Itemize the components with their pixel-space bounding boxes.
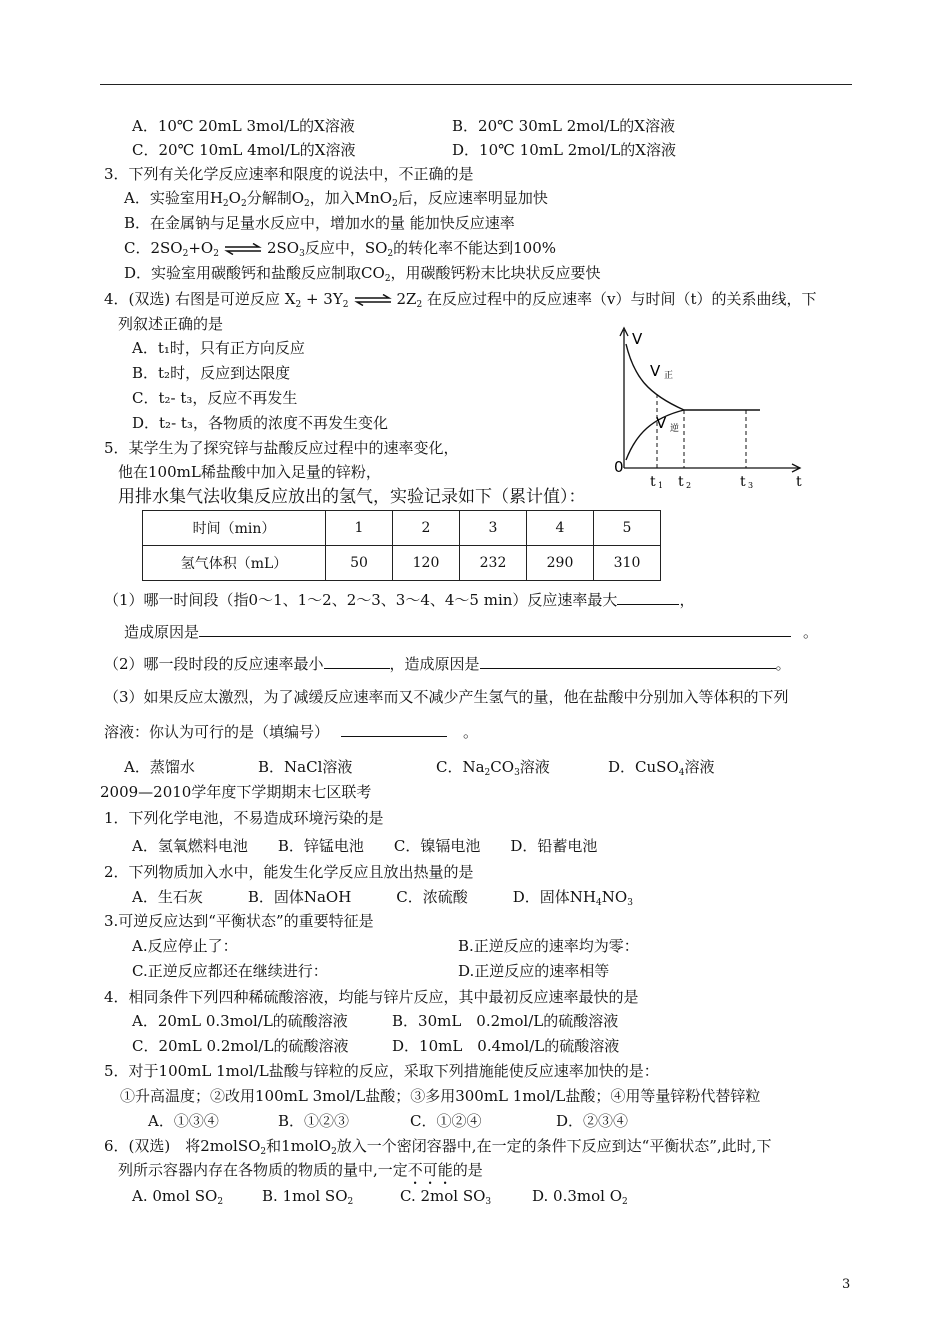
s5-option-a: A．①③④ — [148, 1112, 219, 1130]
t2-label: t — [678, 474, 684, 490]
s5-stem: 5．对于100mL 1mol/L盐酸与锌粒的反应，采取下列措施能使反应速率加快的是： — [104, 1062, 659, 1080]
s3-option-a: A.反应停止了： — [132, 937, 238, 955]
q5-option-b: B．NaCl溶液 — [258, 758, 353, 776]
s6-option-d: D. 0.3mol $O_2$ — [532, 1187, 628, 1207]
q5-sub-1: （1）哪一时间段（指0～1、1～2、2～3、3～4、4～5 min）反应速率最大 ， — [104, 591, 695, 609]
q3-option-d: D．实验室用碳酸钙和盐酸反应制取$CO_2$，用碳酸钙粉末比块状反应要快 — [124, 264, 601, 284]
s6-option-a: A. 0mol $SO_2$ — [132, 1187, 224, 1207]
q4-option-a: A．t₁时，只有正方向反应 — [132, 339, 305, 357]
q5-sub-3: （3）如果反应太激烈，为了减缓反应速率而又不减少产生氢气的量，他在盐酸中分别加入等体积的下列 — [104, 688, 789, 706]
v-reverse-curve — [626, 410, 684, 460]
s4-option-a: A．20mL 0.3mol/L的硫酸溶液 — [132, 1012, 348, 1030]
s2-options: A．生石灰 B．固体NaOH C．浓硫酸 D．固体$NH_4NO_3$ — [132, 888, 633, 908]
t3-sub: 3 — [748, 481, 754, 490]
q4-stem-line2: 列叙述正确的是 — [118, 315, 224, 333]
q4-stem: 4．(双选) 右图是可逆反应 $X_2 + 3Y_2$ $2Z_2$ 在反应过程中的反应速率（v）与时间（t）的关系曲线，下 — [104, 290, 817, 310]
v-reverse-label: V — [656, 414, 667, 432]
answer-blank[interactable] — [341, 722, 447, 737]
v-forward-label: V — [650, 362, 661, 380]
q4-option-c: C．t₂- t₃，反应不再发生 — [132, 389, 298, 407]
answer-blank[interactable] — [480, 654, 776, 669]
q5-stem-3: 用排水集气法收集反应放出的氢气，实验记录如下（累计值）： — [118, 487, 586, 507]
answer-blank[interactable] — [199, 622, 791, 637]
v-axis-label: V — [632, 330, 643, 348]
q3-option-c: C．$2SO_2+O_2$ $2SO_3$反应中，$SO_2$的转化率不能达到100% — [124, 239, 557, 259]
s6-stem: 6．(双选) 将2molSO$_2$和1molO$_2$放入一个密闭容器中,在一定的条件下反应到达“平衡状态”,此时,下 — [104, 1137, 772, 1157]
answer-blank[interactable] — [617, 590, 679, 605]
table-cell: 50 — [326, 546, 393, 581]
q-top-option-c: C．20℃ 10mL 4mol/L的X溶液 — [132, 141, 356, 159]
q4-option-d: D．t₂- t₃，各物质的浓度不再发生变化 — [132, 414, 388, 432]
table-cell: 290 — [527, 546, 594, 581]
s5-option-d: D．②③④ — [556, 1112, 629, 1130]
table-cell: 3 — [460, 511, 527, 546]
s4-stem: 4．相同条件下列四种稀硫酸溶液，均能与锌片反应，其中最初反应速率最快的是 — [104, 988, 639, 1006]
s1-options: A．氢氧燃料电池 B．锌锰电池 C．镍镉电池 D．铅蓄电池 — [132, 837, 598, 855]
q3-stem: 3．下列有关化学反应速率和限度的说法中，不正确的是 — [104, 165, 474, 183]
s3-option-c: C.正逆反应都还在继续进行： — [132, 962, 328, 980]
equilibrium-arrow-icon — [223, 243, 263, 255]
q3-option-b: B．在金属钠与足量水反应中，增加水的量 能加快反应速率 — [124, 214, 515, 232]
s5-measures: ①升高温度；②改用100mL 3mol/L盐酸；③多用300mL 1mol/L盐酸；④用等量锌粉代替锌粒 — [120, 1087, 761, 1105]
table-cell: 120 — [393, 546, 460, 581]
equilibrium-arrow-icon — [353, 294, 393, 306]
rate-time-graph — [610, 322, 810, 492]
table-cell: 5 — [594, 511, 661, 546]
q5-stem-2: 他在100mL稀盐酸中加入足量的锌粉， — [118, 463, 381, 481]
table-row — [143, 546, 661, 581]
page-number: 3 — [842, 1277, 851, 1292]
v-reverse-sub: 逆 — [670, 424, 680, 434]
q-top-option-b: B．20℃ 30mL 2mol/L的X溶液 — [452, 117, 675, 135]
q5-sub-3b: 溶液：你认为可行的是（填编号） 。 — [104, 723, 479, 741]
table-cell: 1 — [326, 511, 393, 546]
v-forward-sub: 正 — [664, 371, 674, 381]
t-axis-label: t — [796, 474, 802, 490]
q5-option-d: D．CuSO$_4$溶液 — [608, 758, 715, 778]
q5-sub-2: （2）哪一段时段的反应速率最小 ，造成原因是 。 — [104, 655, 791, 673]
hydrogen-volume-table — [142, 510, 661, 581]
s4-option-b: B．30mL 0.2mol/L的硫酸溶液 — [392, 1012, 619, 1030]
table-cell: 232 — [460, 546, 527, 581]
q-top-option-a: A．10℃ 20mL 3mol/L的X溶液 — [132, 117, 355, 135]
table-header-time: 时间（min） — [143, 511, 326, 546]
answer-blank[interactable] — [324, 654, 390, 669]
t3-label: t — [740, 474, 746, 490]
t1-sub: 1 — [658, 481, 664, 490]
q5-option-c: C．$Na_2CO_3$溶液 — [436, 758, 550, 778]
q5-sub-1b: 造成原因是 。 — [124, 623, 819, 641]
section-title: 2009—2010学年度下学期期末七区联考 — [100, 783, 372, 801]
q4-option-b: B．t₂时，反应到达限度 — [132, 364, 291, 382]
q5-stem-1: 5．某学生为了探究锌与盐酸反应过程中的速率变化， — [104, 439, 459, 457]
table-header-volume: 氢气体积（mL） — [143, 546, 326, 581]
table-cell: 2 — [393, 511, 460, 546]
s6-option-c: C. 2mol $SO_3$ — [400, 1187, 492, 1207]
q-top-option-d: D．10℃ 10mL 2mol/L的X溶液 — [452, 141, 676, 159]
table-cell: 4 — [527, 511, 594, 546]
t1-label: t — [650, 474, 656, 490]
s3-option-b: B.正逆反应的速率均为零： — [458, 937, 639, 955]
table-cell: 310 — [594, 546, 661, 581]
origin-label: 0 — [614, 458, 624, 476]
s4-option-c: C．20mL 0.2mol/L的硫酸溶液 — [132, 1037, 349, 1055]
t2-sub: 2 — [686, 481, 692, 490]
s5-option-c: C．①②④ — [410, 1112, 482, 1130]
q3-option-a: A．实验室用$H_2O_2$分解制$O_2$，加入MnO$_2$后，反应速率明显加快 — [124, 189, 548, 209]
s3-option-d: D.正逆反应的速率相等 — [458, 962, 610, 980]
s6-option-b: B. 1mol $SO_2$ — [262, 1187, 354, 1207]
s2-stem: 2．下列物质加入水中，能发生化学反应且放出热量的是 — [104, 863, 474, 881]
header-rule — [100, 84, 852, 85]
table-row — [143, 511, 661, 546]
s4-option-d: D．10mL 0.4mol/L的硫酸溶液 — [392, 1037, 620, 1055]
q5-option-a: A．蒸馏水 — [124, 758, 195, 776]
s3-stem: 3.可逆反应达到“平衡状态”的重要特征是 — [104, 912, 374, 930]
s1-stem: 1．下列化学电池，不易造成环境污染的是 — [104, 809, 384, 827]
s6-stem-line2: 列所示容器内存在各物质的物质的量中,一定不可能的是 — [118, 1161, 483, 1179]
s5-option-b: B．①②③ — [278, 1112, 350, 1130]
